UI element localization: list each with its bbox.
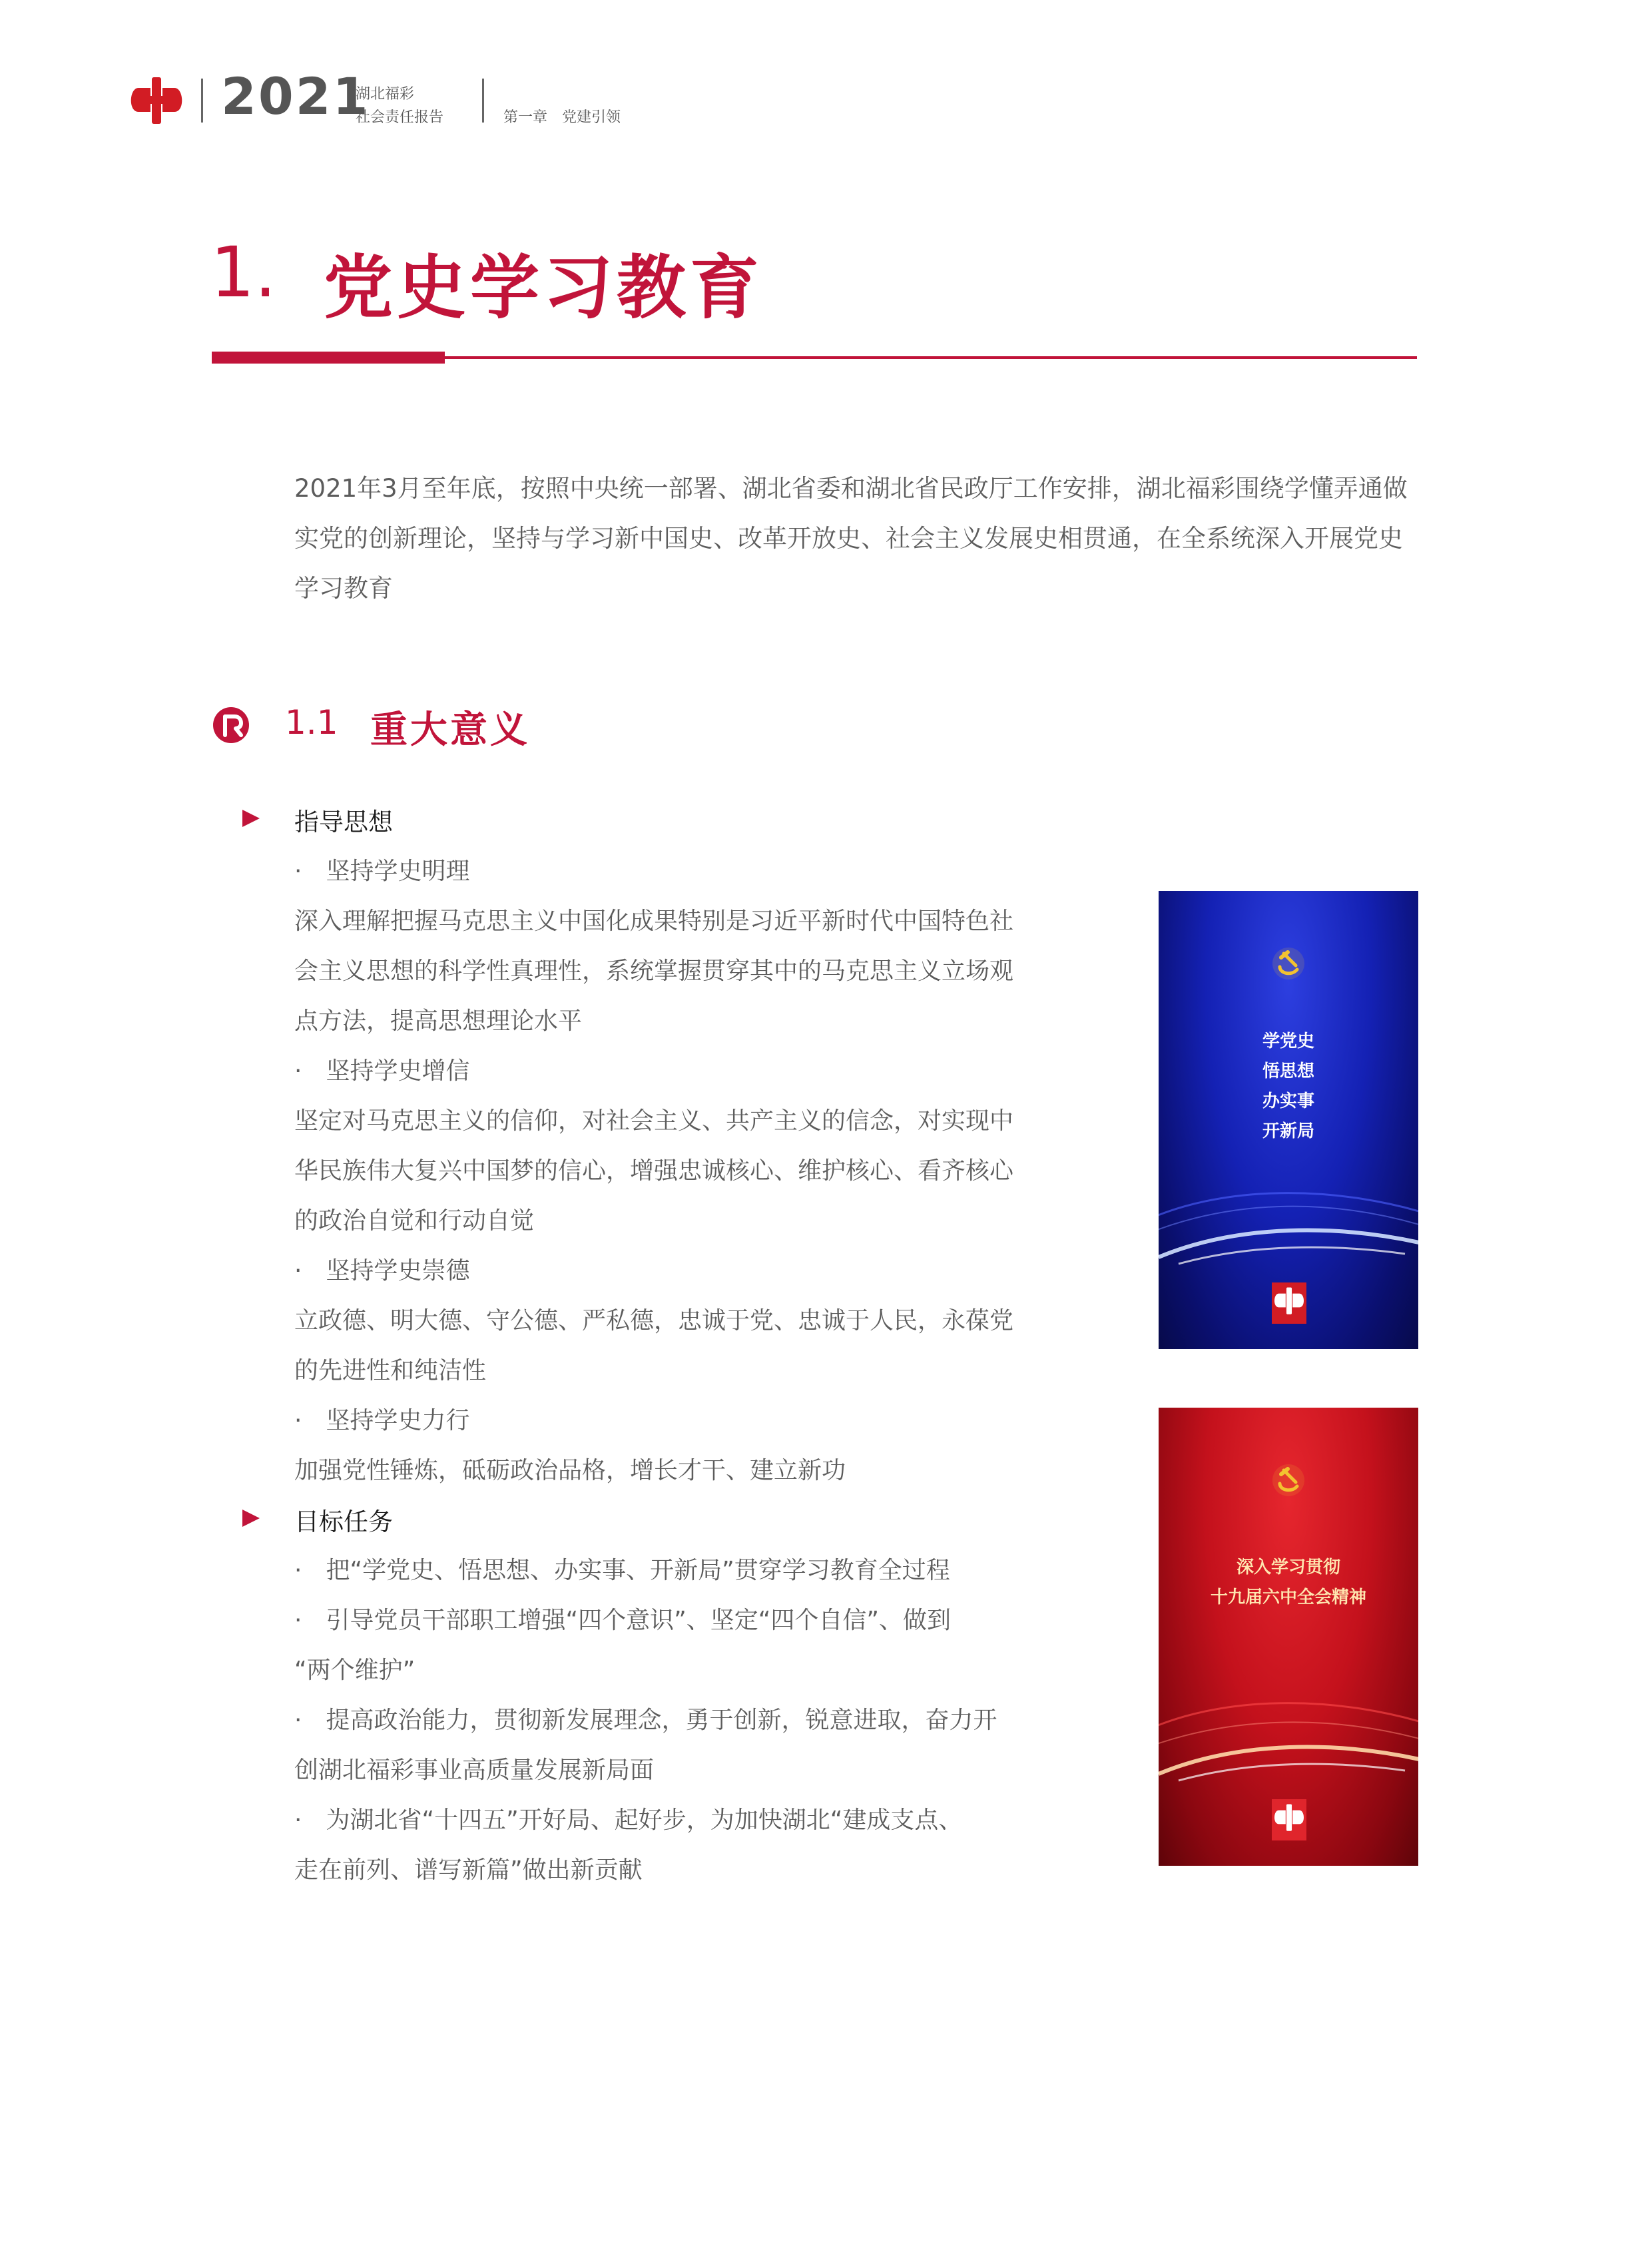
bullet-item: · 把“学党史、悟思想、办实事、开新局”贯穿学习教育全过程 [294,1557,950,1584]
report-name: 社会责任报告 [356,109,444,126]
paragraph-line: 华民族伟大复兴中国梦的信心，增强忠诚核心、维护核心、看齐核心 [294,1157,1014,1185]
bullet-item: · 坚持学史崇德 [294,1257,470,1284]
bullet-item: · 坚持学史力行 [294,1407,470,1434]
bullet-item: · 引导党员干部职工增强“四个意识”、坚定“四个自信”、做到 [294,1607,952,1634]
header-divider [482,79,484,123]
chapter-label: 第一章 党建引领 [503,109,621,126]
section-badge-icon [212,706,250,744]
heading-goals: 目标任务 [294,1508,393,1536]
poster-red [1159,1408,1418,1866]
report-org: 湖北福彩 [356,86,415,103]
paragraph-line: 深入理解把握马克思主义中国化成果特别是习近平新时代中国特色社 [294,908,1014,935]
bullet-item: · 坚持学史明理 [294,858,470,885]
paragraph-line: 创湖北福彩事业高质量发展新局面 [294,1757,655,1784]
poster-slogan-line: 悟思想 [1262,1061,1314,1081]
bullet-item: · 坚持学史增信 [294,1057,470,1085]
poster-slogan-line: 十九届六中全会精神 [1210,1587,1366,1607]
paragraph-line: 点方法，提高思想理论水平 [294,1007,583,1035]
paragraph-line: 坚定对马克思主义的信仰，对社会主义、共产主义的信念，对实现中 [294,1107,1014,1135]
poster-wave-decoration [1159,1661,1418,1794]
title-rule-accent [212,352,445,364]
page-title: 党史学习教育 [324,247,764,328]
poster-slogan-line: 办实事 [1262,1091,1314,1111]
poster-blue [1159,891,1418,1349]
subsection-title: 重大意义 [370,708,530,752]
subsection-number: 1.1 [285,703,338,742]
paragraph-line: 的先进性和纯洁性 [294,1357,487,1384]
welfare-lottery-logo [1272,1282,1306,1324]
triangle-bullet-icon [242,810,260,827]
poster-slogan-line: 开新局 [1262,1121,1314,1141]
paragraph-line: 会主义思想的科学性真理性，系统掌握贯穿其中的马克思主义立场观 [294,958,1014,985]
poster-wave-decoration [1159,1144,1418,1277]
intro-paragraph: 2021年3月至年底，按照中央统一部署、湖北省委和湖北省民政厅工作安排，湖北福彩围绕学懂弄通做实党的创新理论，坚持与学习新中国史、改革开放史、社会主义发展史相贯通，在全系统深入开展党史学习教育 [294,474,1408,603]
paragraph-line: “两个维护” [294,1657,415,1684]
heading-guiding-thought: 指导思想 [294,808,393,836]
paragraph-line: 走在前列、谱写新篇”做出新贡献 [294,1856,643,1884]
paragraph-line: 加强党性锤炼，砥砺政治品格，增长才干、建立新功 [294,1457,846,1484]
section-number: 1. [210,232,277,313]
paragraph-line: 的政治自觉和行动自觉 [294,1207,535,1235]
party-emblem-icon [1272,1464,1305,1497]
welfare-lottery-logo [1272,1799,1306,1840]
report-year: 2021 [221,67,370,126]
bullet-item: · 为湖北省“十四五”开好局、起好步，为加快湖北“建成支点、 [294,1807,963,1834]
paragraph-line: 立政德、明大德、守公德、严私德，忠诚于党、忠诚于人民，永葆党 [294,1307,1014,1334]
triangle-bullet-icon [242,1510,260,1527]
poster-slogan-line: 学党史 [1262,1031,1314,1051]
bullet-item: · 提高政治能力，贯彻新发展理念，勇于创新，锐意进取，奋力开 [294,1707,997,1734]
party-emblem-icon [1272,947,1305,980]
welfare-lottery-logo [127,73,186,127]
header-divider [201,79,203,123]
poster-slogan-line: 深入学习贯彻 [1236,1557,1340,1577]
